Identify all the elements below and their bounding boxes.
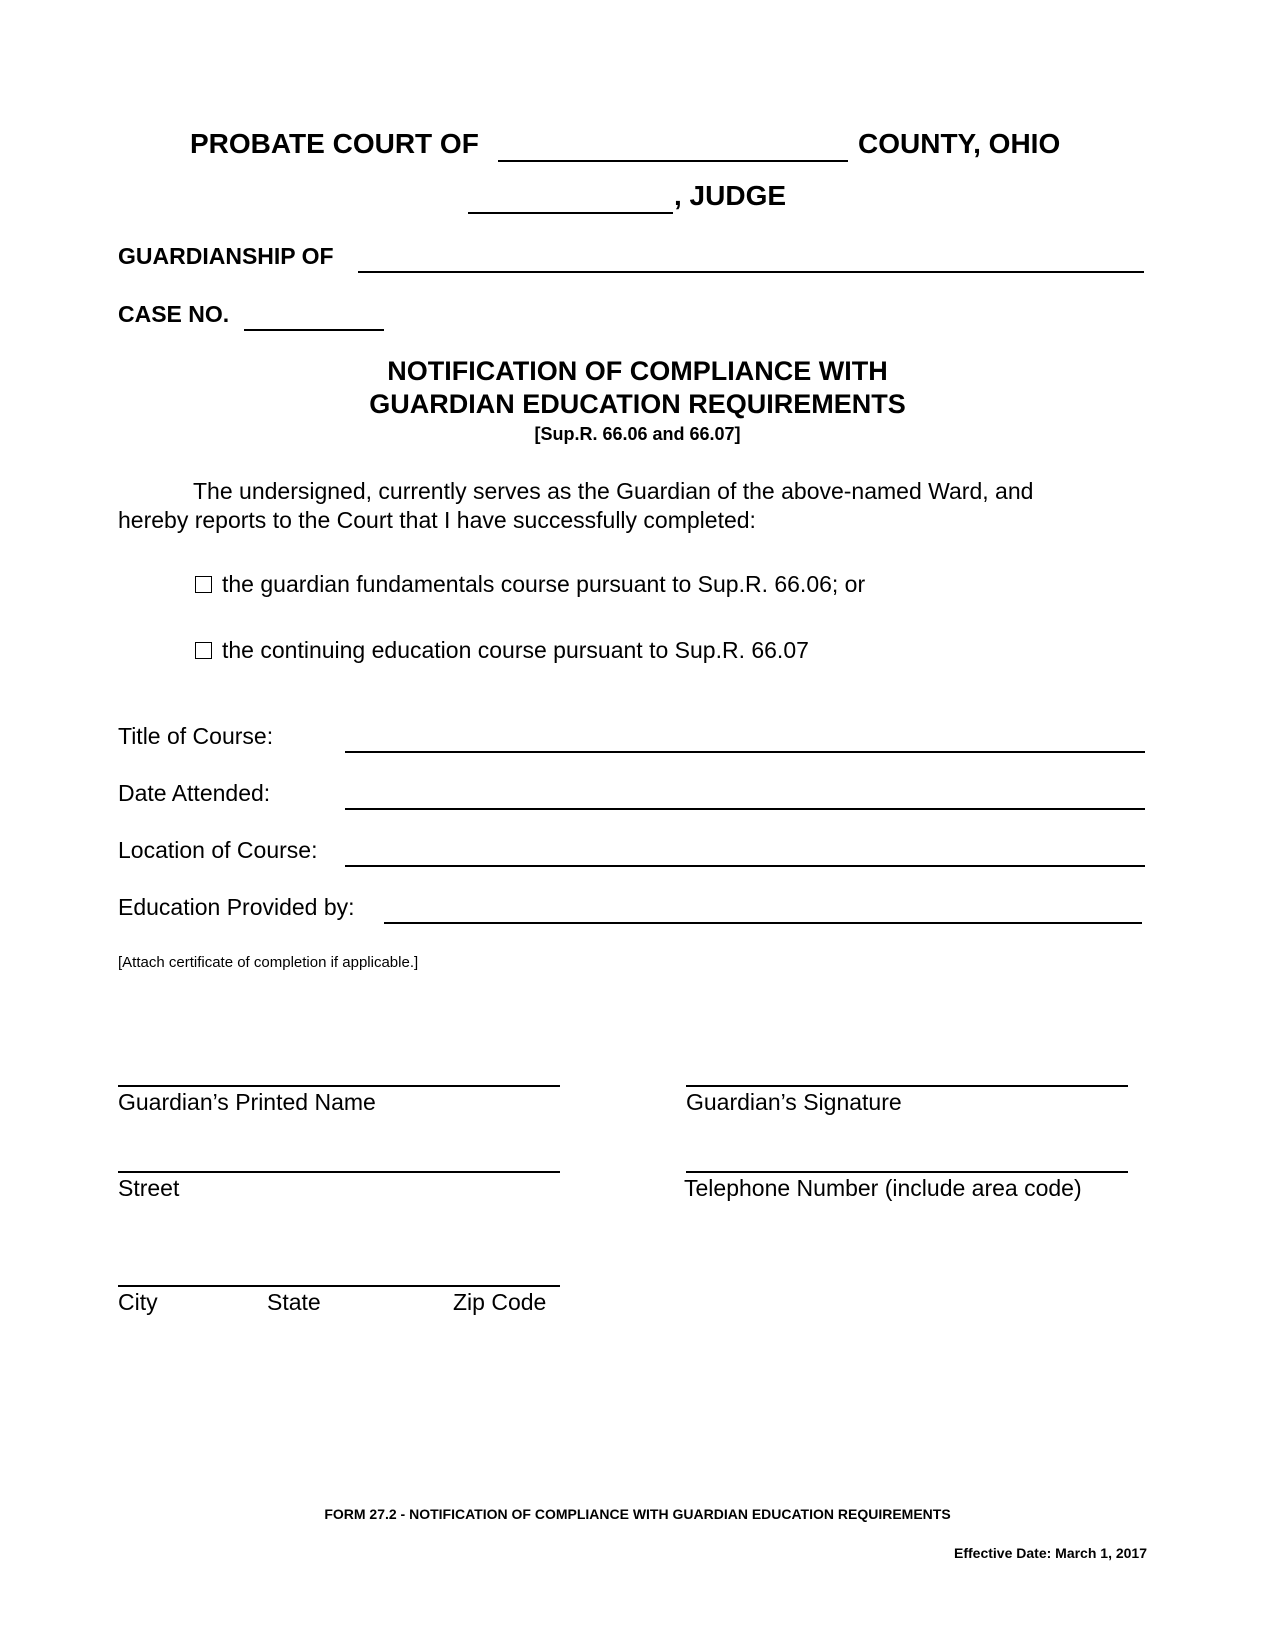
statement-line1: The undersigned, currently serves as the Guardian of the above-named Ward, and [193, 478, 1034, 504]
continuing-checkbox[interactable] [195, 642, 212, 659]
date-attended-field[interactable] [345, 780, 1145, 810]
education-provided-by-field[interactable] [384, 894, 1142, 924]
printed-name-field[interactable] [118, 1057, 560, 1087]
date-attended-label: Date Attended: [118, 780, 271, 806]
case-number-label: CASE NO. [118, 301, 230, 327]
telephone-label: Telephone Number (include area code) [684, 1175, 1082, 1201]
document-title-line2: GUARDIAN EDUCATION REQUIREMENTS [369, 389, 906, 419]
judge-suffix: , JUDGE [674, 180, 787, 211]
city-label: City [118, 1289, 158, 1315]
state-label: State [267, 1289, 321, 1315]
street-field[interactable] [118, 1143, 560, 1173]
option-continuing-label: the continuing education course pursuant to Sup.R. 66.07 [222, 637, 809, 663]
street-label: Street [118, 1175, 180, 1201]
zip-label: Zip Code [453, 1289, 547, 1315]
document-title-line1: NOTIFICATION OF COMPLIANCE WITH [387, 356, 888, 386]
court-prefix: PROBATE COURT OF [190, 128, 479, 159]
effective-date: Effective Date: March 1, 2017 [954, 1545, 1147, 1561]
education-provided-by-label: Education Provided by: [118, 894, 355, 920]
printed-name-label: Guardian’s Printed Name [118, 1089, 376, 1115]
guardianship-field[interactable] [358, 243, 1144, 273]
option-continuing [195, 637, 809, 664]
guardianship-label: GUARDIANSHIP OF [118, 243, 334, 269]
title-of-course-label: Title of Course: [118, 723, 274, 749]
title-of-course-field[interactable] [345, 723, 1145, 753]
statement-line2: hereby reports to the Court that I have successfully completed: [118, 507, 756, 533]
county-field[interactable] [498, 132, 848, 162]
form-footer-title: FORM 27.2 - NOTIFICATION OF COMPLIANCE WITH GUARDIAN EDUCATION REQUIREMENTS [324, 1506, 951, 1522]
fundamentals-checkbox[interactable] [195, 576, 212, 593]
rule-reference: [Sup.R. 66.06 and 66.07] [534, 424, 741, 444]
option-fundamentals [195, 571, 865, 598]
judge-name-field[interactable] [468, 184, 673, 214]
signature-field[interactable] [686, 1057, 1128, 1087]
case-number-field[interactable] [244, 301, 384, 331]
location-of-course-label: Location of Course: [118, 837, 318, 863]
signature-label: Guardian’s Signature [686, 1089, 902, 1115]
location-of-course-field[interactable] [345, 837, 1145, 867]
city-state-zip-field[interactable] [118, 1257, 560, 1287]
telephone-field[interactable] [686, 1143, 1128, 1173]
option-fundamentals-label: the guardian fundamentals course pursuant to Sup.R. 66.06; or [222, 571, 866, 597]
court-suffix: COUNTY, OHIO [858, 128, 1061, 159]
attach-note: [Attach certificate of completion if applicable.] [118, 954, 419, 971]
